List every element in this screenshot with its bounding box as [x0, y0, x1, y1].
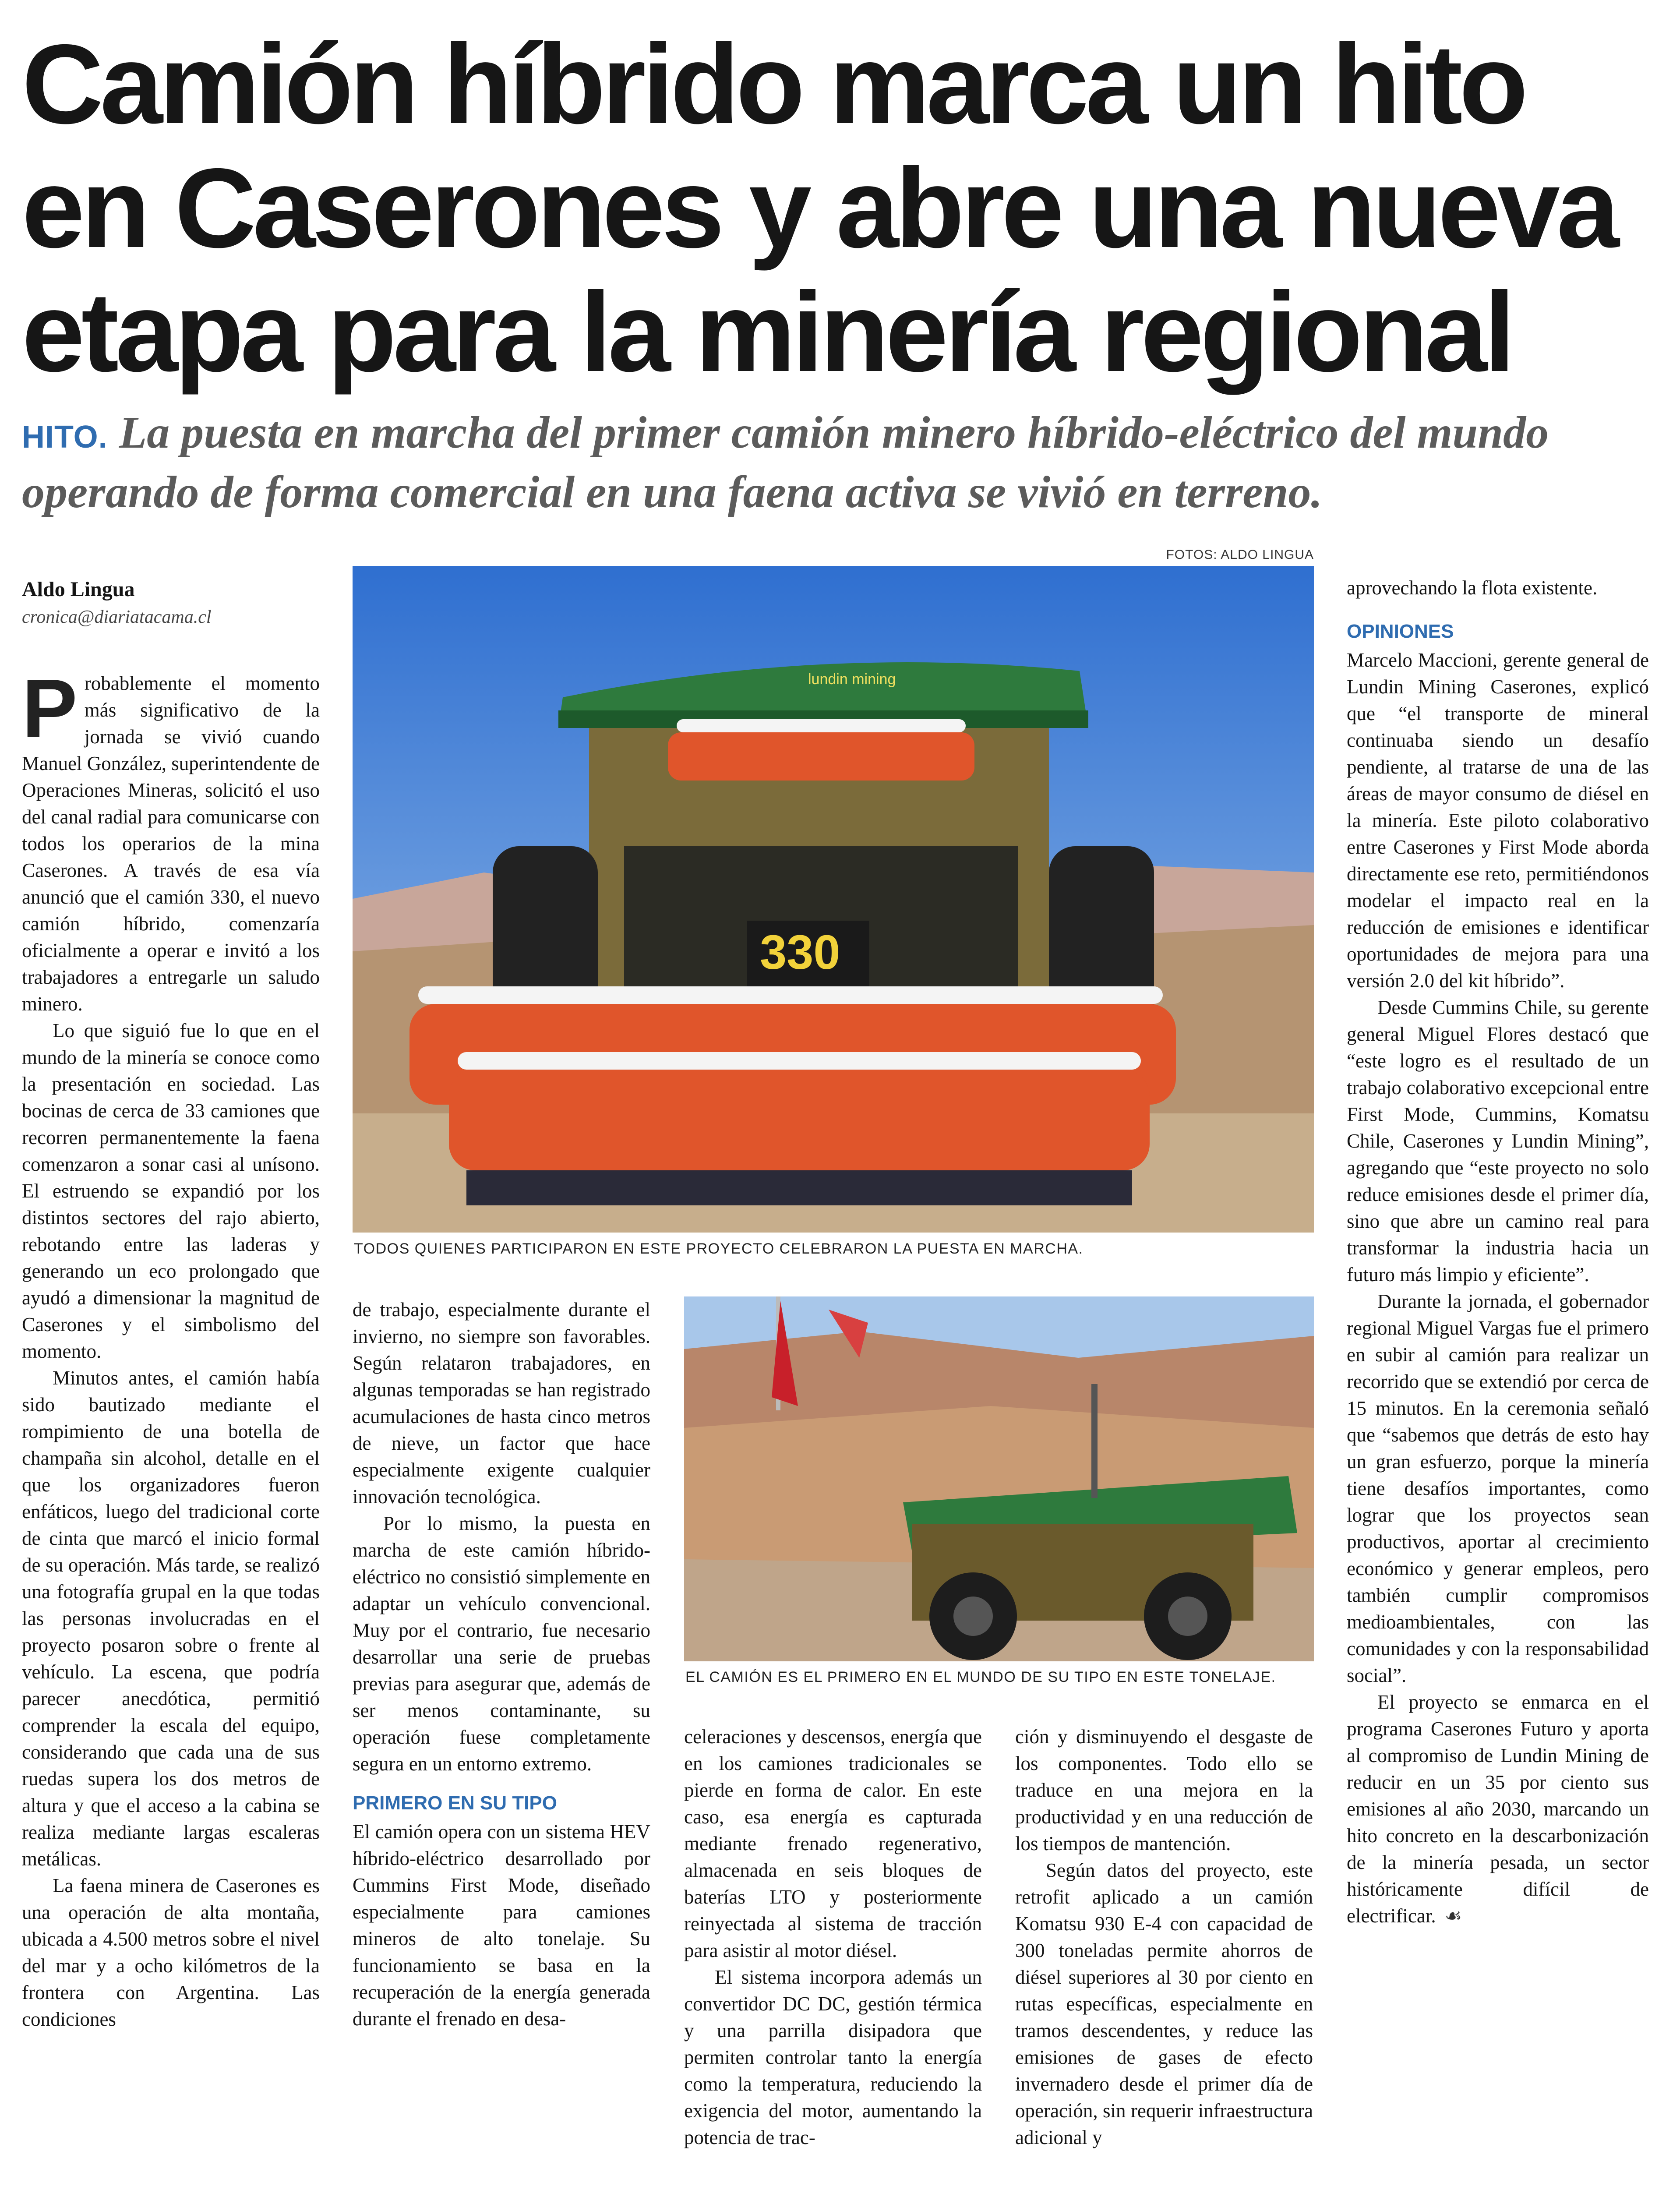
- lead-kicker: HITO.: [22, 420, 108, 455]
- paragraph: El sistema incorpora además un convertidor DC DC, gestión térmica y una parrilla disipadora que permiten controlar tanto la energía como la temperatura, reduciendo la exigencia del motor, aumentando la potencia de trac-: [684, 1966, 982, 2148]
- paragraph: Minutos antes, el camión había sido bautizado mediante el rompimiento de una botella de champaña sin alcohol, detalle en el que los organizadores fueron enfáticos, luego del tradicional corte de cinta que marcó el inicio formal de su operación. Más tarde, se realizó una fotografía grupal en la que todas las personas involucradas en el proyecto posaron sobre o frente al vehículo. La escena, que podría parecer anecdótica, permitió comprender la escala del equipo, considerando que cada una de sus ruedas supera los dos metros de altura y que el acceso a la cabina se realiza mediante largas escaleras metálicas.: [22, 1367, 320, 1870]
- group-photo: [353, 566, 1314, 1233]
- headline-line-3: etapa para la minería regional: [22, 268, 1512, 395]
- truck-photo: [684, 1296, 1314, 1661]
- paragraph: Marcelo Maccioni, gerente general de Lundin Mining Caserones, explicó que “el transporte de mineral continuaba siendo un desafío pendiente, al tratarse de una de las áreas de mayor consumo de diésel en la minería. Este piloto colaborativo entre Caserones y First Mode aborda directamente ese reto, permitiéndonos modelar el impacto real en la reducción de emisiones e identificar oportunidades de mejora para una versión 2.0 del kit híbrido”.: [1347, 649, 1649, 992]
- headline-line-2: en Caserones y abre una nueva: [22, 145, 1616, 271]
- paragraph: [22, 662, 320, 1017]
- lead-text: La puesta en marcha del primer camión minero híbrido-eléctrico del mundo operando de forma comercial en una faena activa se vivió en terreno.: [22, 407, 1549, 517]
- paragraph: Según datos del proyecto, este retrofit aplicado a un camión Komatsu 930 E-4 con capacidad de 300 toneladas permite ahorros de diésel superiores al 30 por ciento en rutas específicas, especialmente en tramos descendentes, y reduce las emisiones de gases de efecto invernadero desde el primer día de operación, sin requerir infraestructura adicional y: [1015, 1859, 1313, 2148]
- paragraph: de trabajo, especialmente durante el invierno, no siempre son favorables. Según relataron trabajadores, en algunas temporadas se han registrado acumulaciones de hasta cinco metros de nieve, un factor que hace especialmente exigente cualquier innovación tecnológica.: [353, 1299, 650, 1508]
- section-heading: OPINIONES: [1347, 621, 1454, 642]
- article-column-1: [22, 662, 320, 2033]
- paragraph: Desde Cummins Chile, su gerente general Miguel Flores destacó que “este logro es el resultado de un trabajo colaborativo excepcional entre First Mode, Cummins, Komatsu Chile, Caserones y Lundin Mining”, agregando que “este proyecto no solo reduce emisiones desde el primer día, sino que abre un camino real para transformar la industria hacia un futuro más limpio y eficiente”.: [1347, 996, 1649, 1286]
- photo-credit: FOTOS: ALDO LINGUA: [1166, 548, 1314, 562]
- paragraph-text: El proyecto se enmarca en el programa Caserones Futuro y aporta al compromiso de Lundin Mining de reducir en un 35 por ciento sus emisiones al año 2030, marcando un hito concreto en la descarbonización de la minería pesada, un sector históricamente difícil de electrificar.: [1347, 1691, 1649, 1927]
- truck-photo-caption: EL CAMIÓN ES EL PRIMERO EN EL MUNDO DE SU TIPO EN ESTE TONELAJE.: [685, 1669, 1276, 1685]
- headline: [22, 22, 1642, 394]
- truck-brand-label: lundin mining: [808, 671, 896, 688]
- paragraph: Durante la jornada, el gobernador regional Miguel Vargas fue el primero en subir al camión para realizar un recorrido que se extendió por cerca de 15 minutos. En la ceremonia señaló que “sabemos que detrás de esto hay un gran esfuerzo, porque la minería tiene desafíos importantes, como lograr que los proyectos sean productivos, aportar al crecimiento económico y generar empleos, pero también cumplir compromisos medioambientales, con las comunidades y con la responsabilidad social”.: [1347, 1290, 1649, 1686]
- byline-author: Aldo Lingua: [22, 578, 135, 601]
- article-column-2: [353, 1296, 650, 2032]
- article-column-3: [684, 1724, 982, 2151]
- paragraph: Por lo mismo, la puesta en marcha de este camión híbrido-eléctrico no consistió simplemente en adaptar un vehículo convencional. Muy por el contrario, fue necesario desarrollar una serie de pruebas previas para asegurar que, además de ser menos contaminante, su operación fuese completamente segura en un entorno extremo.: [353, 1512, 650, 1775]
- headline-line-1: Camión híbrido marca un hito: [22, 21, 1525, 147]
- truck-number-label: 330: [760, 925, 840, 979]
- paragraph: celeraciones y descensos, energía que en los camiones tradicionales se pierde en forma de calor. En este caso, esa energía es capturada mediante frenado regenerativo, almacenada en seis bloques de baterías LTO y posteriormente reinyectada al sistema de tracción para asistir al motor diésel.: [684, 1726, 982, 1961]
- end-mark-icon: ☙: [1444, 1905, 1462, 1927]
- section-heading: PRIMERO EN SU TIPO: [353, 1792, 557, 1814]
- paragraph: [1347, 1689, 1649, 1929]
- paragraph: Lo que siguió fue lo que en el mundo de la minería se conoce como la presentación en sociedad. Las bocinas de cerca de 33 camiones que recorren permanentemente la faena comenzaron a sonar casi al unísono. El estruendo se expandió por los distintos sectores del rajo abierto, rebotando entre las laderas y generando un eco prolongado que ayudó a dimensionar la magnitud de Caserones y el simbolismo del momento.: [22, 1020, 320, 1362]
- paragraph-text: robablemente el momento más significativo de la jornada se vivió cuando Manuel González, superintendente de Operaciones Mineras, solicitó el uso del canal radial para comunicarse con todos los operarios de la mina Caserones. A través de esa vía anunció que el camión 330, el nuevo camión híbrido, comenzaría oficialmente a operar e invitó a los trabajadores a entregarle un saludo minero.: [22, 672, 320, 1015]
- group-photo-caption: TODOS QUIENES PARTICIPARON EN ESTE PROYECTO CELEBRARON LA PUESTA EN MARCHA.: [354, 1240, 1084, 1257]
- paragraph: El camión opera con un sistema HEV híbrido-eléctrico desarrollado por Cummins First Mode, diseñado especialmente para camiones mineros de alto tonelaje. Su funcionamiento se basa en la recuperación de la energía generada durante el frenado en desa-: [353, 1821, 650, 2030]
- paragraph: aprovechando la flota existente.: [1347, 577, 1598, 599]
- article-column-4: [1015, 1724, 1313, 2151]
- paragraph: La faena minera de Caserones es una operación de alta montaña, ubicada a 4.500 metros sobre el nivel del mar y a ocho kilómetros de la frontera con Argentina. Las condiciones: [22, 1875, 320, 2030]
- byline-email: cronica@diariatacama.cl: [22, 607, 212, 627]
- dropcap: P: [22, 662, 78, 755]
- article-column-5: [1347, 575, 1649, 1929]
- lead-paragraph: [22, 405, 1642, 520]
- paragraph: ción y disminuyendo el desgaste de los componentes. Todo ello se traduce en una mejora en la productividad y en una reducción de los tiempos de mantención.: [1015, 1726, 1313, 1854]
